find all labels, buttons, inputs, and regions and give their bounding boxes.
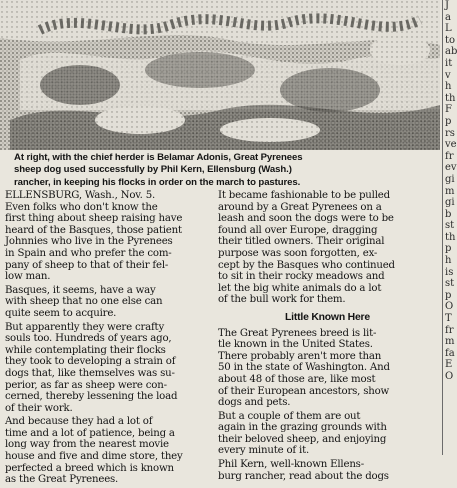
text-line: with sheep that no one else can (5, 296, 163, 308)
text-line: of the bull work for them. (218, 294, 346, 306)
photo-caption (14, 152, 440, 189)
text-line: purpose was soon forgotten, ex- (218, 247, 378, 259)
edge-fragment: gi (445, 197, 455, 209)
article-paragraph (5, 190, 210, 283)
text-line: their titled owners. Their original (218, 236, 385, 248)
edge-fragment: p (445, 243, 452, 255)
edge-fragment: O (445, 301, 454, 313)
text-line: time and a lot of patience, being a (5, 427, 175, 439)
edge-fragment: fr (445, 150, 454, 162)
caption-line: sheep dog used successfully by Phil Kern, Ellensburg (Wash.) (14, 164, 292, 176)
text-line: quite seem to acquire. (5, 307, 117, 319)
text-line: about 48 of those are, like most (218, 373, 376, 385)
article-paragraph (5, 322, 210, 415)
edge-fragment: ev (445, 162, 457, 174)
edge-fragment: h (445, 81, 452, 93)
edge-fragment: a (445, 11, 451, 23)
article-paragraph (5, 416, 210, 486)
edge-fragment: is (445, 266, 454, 278)
article-paragraph (218, 190, 437, 306)
text-line: perior, as far as sheep were con- (5, 379, 167, 391)
edge-fragment: gi (445, 173, 455, 185)
text-line: they took to developing a strain of (5, 356, 176, 368)
text-line: house and five and dime store, they (5, 451, 183, 463)
edge-fragment: ve (445, 139, 457, 151)
edge-fragment: E (445, 359, 453, 371)
text-line: pany of sheep to that of their fel- (5, 259, 169, 271)
edge-fragment: fa (445, 347, 455, 359)
text-line: But apparently they were crafty (5, 321, 165, 333)
text-line: 50 in the state of Washington. And (218, 362, 390, 374)
edge-fragment: T (445, 313, 452, 325)
text-line: ELLENSBURG, Wash., Nov. 5. (5, 190, 156, 201)
edge-fragment: h (445, 255, 452, 267)
edge-fragment: rs (445, 127, 455, 139)
text-line: their beloved sheep, and enjoying (218, 433, 387, 445)
text-line: of their European ancestors, show (218, 385, 390, 397)
text-line: But a couple of them are out (218, 410, 361, 422)
article-paragraph (218, 411, 437, 457)
text-line: around by a Great Pyrenees on a (218, 201, 382, 213)
edge-fragment: J (445, 0, 450, 11)
text-line: Basques, it seems, have a way (5, 284, 156, 296)
caption-line: At right, with the chief herder is Belamar Adonis, Great Pyrenees (14, 152, 303, 163)
text-line: again in the grazing grounds with (218, 422, 387, 434)
text-line: perfected a breed which is known (5, 462, 174, 474)
edge-fragment: st (445, 278, 455, 290)
text-line: The Great Pyrenees breed is lit- (218, 327, 377, 339)
article-paragraph (218, 459, 437, 482)
edge-fragment: p (445, 115, 452, 127)
photo-sheep-flock (0, 0, 440, 150)
edge-fragment: L (445, 23, 452, 35)
text-line: dogs and pets. (218, 397, 291, 409)
column-right-body (218, 328, 437, 483)
adjacent-column-fragment (445, 0, 455, 455)
text-line: as the Great Pyrenees. (5, 474, 119, 486)
text-line: Even folks who don't know the (5, 201, 158, 213)
text-line: first thing about sheep raising have (5, 213, 183, 225)
text-line: dogs that, like themselves was su- (5, 367, 175, 379)
column-right-lead (218, 190, 437, 306)
article-paragraph (218, 328, 437, 409)
text-line: Phil Kern, well-known Ellens- (218, 459, 364, 471)
text-line: There probably aren't more than (218, 350, 382, 362)
text-line: low man. (5, 271, 51, 283)
edge-fragment: ab (445, 46, 457, 58)
subhead: Little Known Here (285, 311, 370, 323)
edge-fragment: m (445, 336, 455, 348)
text-line: tle known in the United States. (218, 339, 373, 351)
text-line: of their work. (5, 402, 73, 414)
edge-fragment: th (445, 92, 456, 104)
article-column-right (218, 190, 437, 484)
text-line: while contemplating their flocks (5, 344, 166, 356)
text-line: cerned, thereby lessening the load (5, 391, 178, 403)
text-line: burg rancher, read about the dogs (218, 470, 389, 482)
edge-fragment: v (445, 69, 451, 81)
caption-line: rancher, in keeping his flocks in order on the march to pastures. (14, 176, 301, 188)
text-line: every minute of it. (218, 445, 310, 457)
edge-fragment: m (445, 185, 455, 197)
edge-fragment: to (445, 34, 456, 46)
text-line: to sit in their rocky meadows and (218, 271, 385, 283)
text-line: in Spain and who prefer the com- (5, 247, 172, 259)
article-column-left (5, 190, 210, 488)
edge-fragment: p (445, 289, 452, 301)
article-paragraph (5, 285, 210, 320)
edge-fragment: O (445, 371, 454, 382)
edge-fragment: it (445, 57, 453, 69)
text-line: heard of the Basques, those patient (5, 224, 182, 236)
text-line: long way from the nearest movie (5, 439, 169, 451)
photo-halftone (0, 0, 440, 150)
edge-fragment: b (445, 208, 452, 220)
edge-fragment: fr (445, 324, 454, 336)
text-line: souls too. Hundreds of years ago, (5, 333, 172, 345)
text-line: found all over Europe, dragging (218, 224, 378, 236)
text-line: Johnnies who live in the Pyrenees (5, 236, 173, 248)
text-line: leash and soon the dogs were to be (218, 213, 394, 225)
column-rule (442, 0, 443, 455)
text-line: cept by the Basques who continued (218, 259, 395, 271)
text-line: And because they had a lot of (5, 416, 153, 428)
edge-fragment: st (445, 220, 455, 232)
edge-fragment: F (445, 104, 452, 116)
text-line: It became fashionable to be pulled (218, 190, 390, 201)
text-line: let the big white animals do a lot (218, 282, 382, 294)
edge-fragment: th (445, 231, 456, 243)
